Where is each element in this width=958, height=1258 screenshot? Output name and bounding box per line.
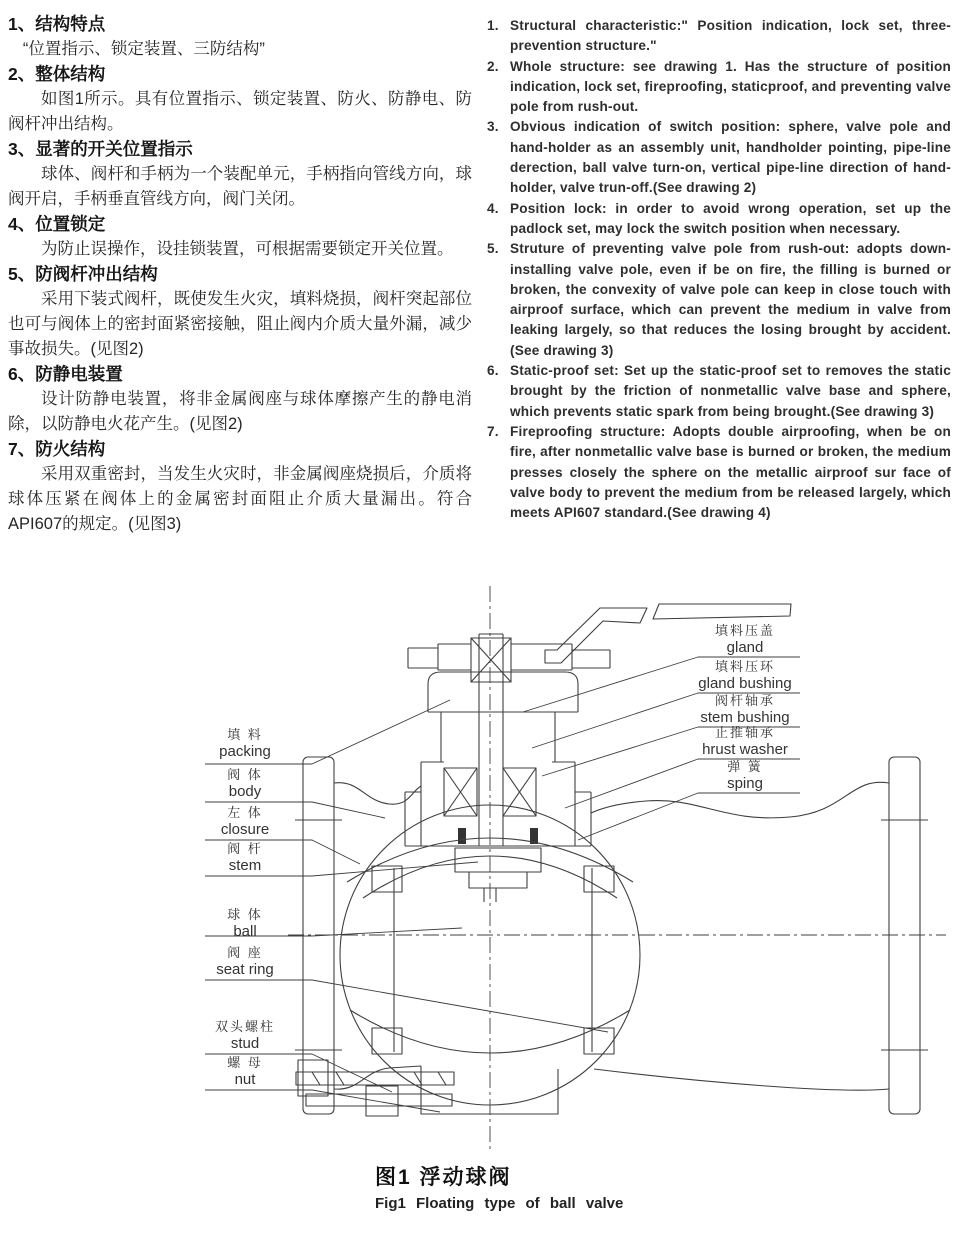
section-number: 2、 [8,64,36,84]
callout-en: hrust washer [702,741,788,758]
section-title: 防静电装置 [35,364,123,384]
section-body: 设计防静电装置，将非金属阀座与球体摩擦产生的静电消除，以防静电火花产生。(见图2) [8,390,472,433]
callout-cn: 阀 座 [227,945,263,960]
stem-assembly-drawing [405,634,610,902]
callout-cn: 填料压盖 [714,623,775,638]
section-title: 结构特点 [35,14,106,34]
callout-cn: 止推轴承 [714,725,775,740]
callout-seat-ring [185,944,305,979]
callout-gland-bushing [670,658,820,693]
callout-cn: 阀 体 [227,767,263,782]
section-title: 显著的开关位置指示 [35,139,193,159]
callout-en: gland bushing [698,675,792,692]
list-item [487,239,951,361]
section-title: 位置锁定 [35,214,106,234]
ball-valve-cross-section-figure [0,582,958,1158]
section-body: 如图1所示。具有位置指示、锁定装置、防火、防静电、防阀杆冲出结构。 [8,90,472,133]
callout-body [185,766,305,801]
callout-en: gland [726,639,764,656]
section-heading [8,137,472,162]
figure-caption-english: Fig1 Floating type of ball valve [375,1195,624,1212]
centerlines [288,586,946,1152]
callout-cn: 填料压环 [714,659,775,674]
item-text: Fireproofing structure: Adopts double airproofing, when be on fire, after nonmetallic valve base is burned or broken, the medium presses closely the sphere on the metallic airproof sur face of valve body to prevent the medium from be released largely, which meets API607 standard.(See drawing 4) [510,423,951,521]
list-item [487,199,951,240]
callout-cn: 阀 杆 [227,841,263,856]
section-heading [8,437,472,462]
item-text: Obvious indication of switch position: sphere, valve pole and hand-holder as an assembly unit, handholder pointing, pipe-line derection, ball valve turn-on, vertical pipe-line direction of hand-holder, valve trun-off.(See drawing 2) [510,119,951,196]
callout-nut [185,1054,305,1089]
callout-en: stem bushing [700,709,790,726]
callout-cn: 阀杆轴承 [714,693,775,708]
section-number: 5、 [8,264,36,284]
callout-stud [185,1018,305,1053]
callout-en: closure [220,821,270,838]
item-number: 1. [487,18,499,33]
section-number: 7、 [8,439,36,459]
section-title: 防火结构 [35,439,106,459]
item-number: 7. [487,423,499,439]
callout-cn: 螺 母 [227,1055,263,1070]
callout-stem-bushing [670,692,820,727]
figure-caption-chinese: 图1 浮动球阀 [375,1166,512,1189]
section-title: 防阀杆冲出结构 [35,264,158,284]
callout-en: sping [727,775,763,792]
section-body: 球体、阀杆和手柄为一个装配单元，手柄指向管线方向，球阀开启，手柄垂直管线方向，阀门关闭。 [8,165,472,208]
callout-stem [185,840,305,875]
list-item [487,117,951,198]
list-item [487,422,951,523]
body-drawing [295,782,928,1116]
item-text: Struture of preventing valve pole from rush-out: adopts down-installing valve pole, even if be on fire, the filling is burned or broken, the convexity of valve pole can keep in close touch with airproof surface, which can prevent the medium in valve from leaking largely, so that reduces the losing brought by accident.(See drawing 3) [510,241,951,358]
list-item [487,361,951,422]
section-body: 为防止误操作，设挂锁装置，可根据需要锁定开关位置。 [41,240,454,258]
english-feature-column [487,16,951,523]
callout-cn: 双头螺柱 [214,1019,275,1034]
callout-spring [670,758,820,793]
item-number: 5. [487,241,499,257]
item-number: 4. [487,200,499,216]
section-title: 整体结构 [35,64,106,84]
packing-seal-marks [458,828,538,844]
callout-thrust-washer [670,724,820,759]
callout-cn: 左 体 [227,805,263,820]
callout-en: nut [234,1071,256,1088]
callout-en: stem [228,857,262,874]
item-number: 2. [487,58,499,74]
section-number: 3、 [8,139,36,159]
section-heading [8,262,472,287]
section-number: 4、 [8,214,36,234]
chinese-feature-column [8,12,472,537]
item-text: Structural characteristic:" Position indication, lock set, three-prevention structure." [510,18,951,54]
callout-ball [185,906,305,941]
item-text: Position lock: in order to avoid wrong operation, set up the padlock set, may lock the switch position when necessary. [510,200,951,236]
section-body: 采用双重密封，当发生火灾时，非金属阀座烧损后，介质将球体压紧在阀体上的金属密封面阻止介质大量漏出。符合API607的规定。(见图3) [8,465,472,533]
section-number: 6、 [8,364,36,384]
item-text: Whole structure: see drawing 1. Has the structure of position indication, lock set, fireproofing, staticproof, and preventing valve pole from rush-out. [510,58,951,115]
callout-en: seat ring [216,961,274,978]
item-text: Static-proof set: Set up the static-proof set to removes the static brought by the friction of nonmetallic valve base and sphere, which prevents static spark from being brought.(See drawing 3) [510,363,951,419]
callout-cn: 球 体 [227,907,263,922]
callout-closure [185,804,305,839]
section-heading [8,62,472,87]
list-item [487,16,951,57]
section-heading [8,362,472,387]
item-number: 3. [487,119,499,135]
section-body: “位置指示、锁定装置、三防结构” [22,40,265,58]
figure-caption [375,1161,623,1212]
section-heading [8,212,472,237]
callout-packing [185,726,305,761]
callout-en: packing [219,743,271,760]
callout-en: ball [233,923,257,940]
list-item [487,57,951,118]
callout-en: stud [230,1035,260,1052]
callout-gland [670,622,820,657]
callout-en: body [228,783,262,800]
section-body: 采用下装式阀杆，既使发生火灾，填料烧损，阀杆突起部位也可与阀体上的密封面紧密接触，阻止阀内介质大量外漏，减少事故损失。(见图2) [8,290,472,358]
right-flange-drawing [889,757,920,1114]
item-number: 6. [487,363,499,379]
callout-cn: 弹 簧 [727,759,763,774]
callout-cn: 填 料 [227,727,263,742]
section-number: 1、 [8,14,36,34]
section-heading [8,12,472,37]
